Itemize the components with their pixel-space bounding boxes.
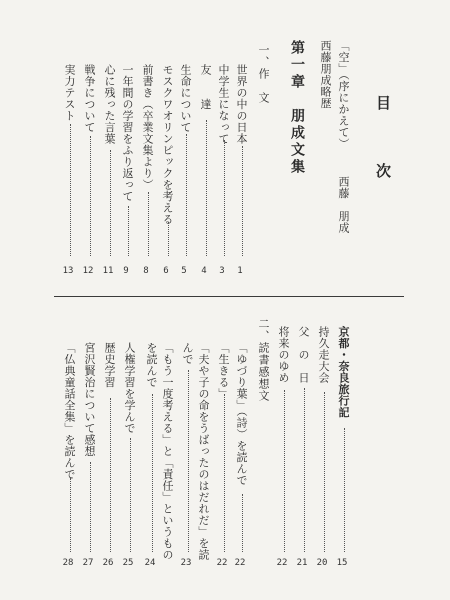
dot-leader — [188, 370, 189, 552]
biography-entry: 西藤朋成略歴 — [319, 40, 332, 109]
preface-entry: 「空」（序にかえて） — [337, 40, 350, 150]
toc-entry-page: 26 — [102, 558, 114, 568]
toc-entry-page: 8 — [143, 266, 149, 276]
toc-entry-continuation: を読んで — [145, 342, 158, 388]
toc-entry-page: 22 — [276, 558, 288, 568]
toc-entry-page: 23 — [180, 558, 192, 568]
dot-leader — [90, 462, 91, 552]
toc-entry-continuation: んで — [181, 342, 194, 365]
toc-entry-page: 28 — [62, 558, 74, 568]
dot-leader — [70, 124, 71, 256]
toc-entry-page: 9 — [123, 266, 129, 276]
toc-entry-page: 22 — [234, 558, 246, 568]
toc-entry-label: 「もう一度考える」と「責任」というもの — [161, 342, 174, 561]
chapter-heading: 第一章 朋成文集 — [289, 40, 305, 176]
toc-entry-page: 6 — [163, 266, 169, 276]
toc-entry-page: 11 — [102, 266, 114, 276]
toc-entry-label: 将来のゆめ — [277, 326, 290, 384]
dot-leader — [152, 394, 153, 552]
toc-entry-page: 27 — [82, 558, 94, 568]
toc-entry-label: 一年間の学習をふり返って — [121, 64, 134, 202]
toc-entry-page: 3 — [219, 266, 225, 276]
toc-entry-page: 1 — [237, 266, 243, 276]
preface-author: 西藤 朋成 — [337, 176, 350, 234]
toc-entry-label: 京都・奈良旅行記 — [337, 326, 350, 418]
dot-leader — [70, 478, 71, 552]
toc-entry-label: 「仏典童話全集」を読んで — [63, 342, 76, 480]
toc-entry-page: 5 — [181, 266, 187, 276]
dot-leader — [90, 136, 91, 256]
toc-entry-label: 世界の中の日本 — [235, 64, 248, 145]
toc-entry-label: 実力テスト — [63, 64, 76, 122]
toc-entry-page: 24 — [144, 558, 156, 568]
toc-entry-label: 戦争について — [83, 64, 96, 133]
dot-leader — [168, 222, 169, 256]
section-heading-essays: 一、作 文 — [257, 44, 270, 104]
toc-entry-page: 12 — [82, 266, 94, 276]
toc-entry-label: 人権学習を学んで — [123, 342, 136, 434]
toc-entry-label: 父 の 日 — [297, 326, 310, 384]
dot-leader — [110, 398, 111, 552]
toc-entry-label: 「夫や子の命をうばったのはだれだ」を読 — [197, 342, 210, 561]
toc-entry-label: 歴史学習 — [103, 342, 116, 388]
dot-leader — [130, 438, 131, 552]
toc-title-moku: 目 — [376, 94, 394, 112]
dot-leader — [242, 494, 243, 552]
dot-leader — [324, 392, 325, 552]
dot-leader — [128, 206, 129, 256]
section-divider — [54, 296, 404, 297]
toc-entry-label: 宮沢賢治について感想 — [83, 342, 96, 457]
dot-leader — [110, 150, 111, 256]
dot-leader — [304, 388, 305, 552]
dot-leader — [148, 192, 149, 256]
toc-entry-label: 前書き（卒業文集より） — [141, 64, 154, 191]
toc-entry-label: 持久走大会 — [317, 326, 330, 384]
toc-entry-page: 13 — [62, 266, 74, 276]
toc-entry-page: 4 — [201, 266, 207, 276]
dot-leader — [284, 390, 285, 552]
toc-entry-page: 22 — [216, 558, 228, 568]
dot-leader — [242, 146, 243, 256]
toc-entry-page: 21 — [296, 558, 308, 568]
toc-entry-label: 心に残った言葉 — [103, 64, 116, 145]
toc-entry-label: 「ゆづり葉」（詩）を読んで — [235, 342, 248, 486]
dot-leader — [206, 120, 207, 256]
toc-entry-label: モスクワオリンピックを考える — [161, 64, 174, 225]
toc-title-ji: 次 — [376, 162, 394, 180]
toc-entry-label: 中学生になって — [217, 64, 230, 145]
toc-entry-label: 友 達 — [199, 64, 212, 110]
dot-leader — [186, 134, 187, 256]
toc-entry-label: 生命について — [179, 64, 192, 133]
toc-entry-page: 25 — [122, 558, 134, 568]
dot-leader — [224, 394, 225, 552]
dot-leader — [224, 140, 225, 256]
toc-entry-label: 「生きる」 — [217, 342, 230, 400]
toc-entry-page: 15 — [336, 558, 348, 568]
section-heading-book-reports: 二、読書感想文 — [257, 318, 270, 402]
dot-leader — [344, 428, 345, 552]
toc-entry-page: 20 — [316, 558, 328, 568]
